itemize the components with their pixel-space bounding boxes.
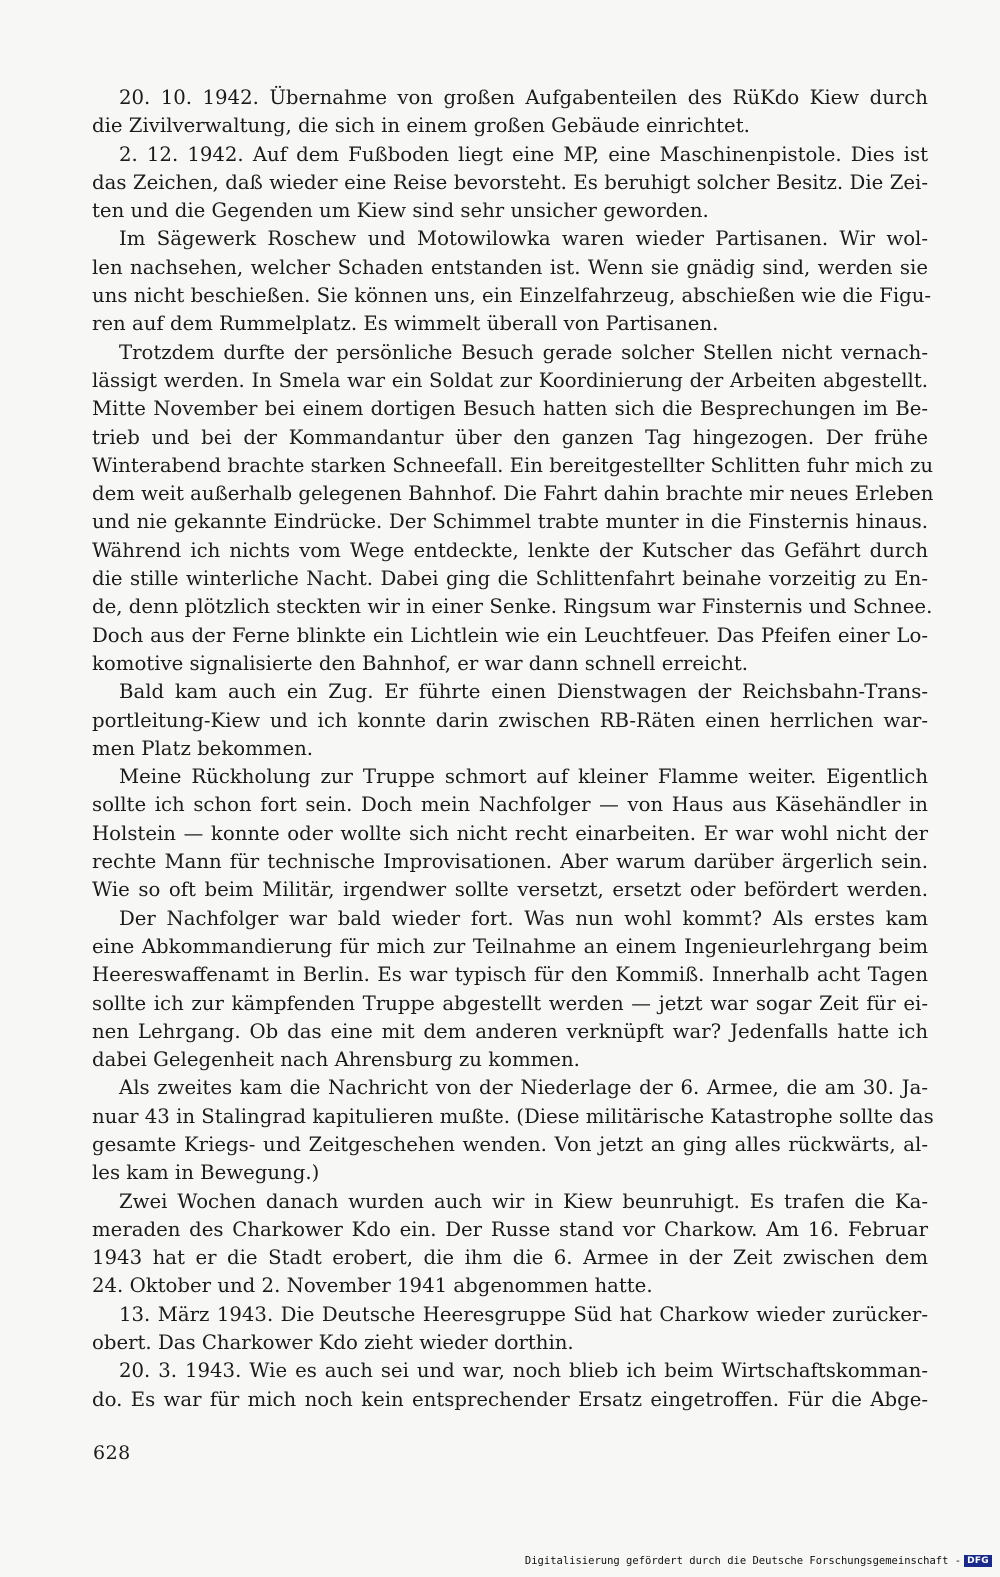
text-line: Im Sägewerk Roschew und Motowilowka waren wieder Partisanen. Wir wol- — [119, 227, 928, 251]
text-line: Mitte November bei einem dortigen Besuch hatten sich die Besprechungen im Be- — [92, 397, 928, 421]
text-line: Heereswaffenamt in Berlin. Es war typisch für den Kommiß. Innerhalb acht Tagen — [92, 963, 928, 987]
text-line: Der Nachfolger war bald wieder fort. Was nun wohl kommt? Als erstes kam — [119, 906, 928, 930]
text-line: meraden des Charkower Kdo ein. Der Russe stand vor Charkow. Am 16. Februar — [92, 1217, 928, 1241]
text-line: komotive signalisierte den Bahnhof, er war dann schnell erreicht. — [92, 651, 749, 675]
paragraph — [92, 763, 928, 904]
paragraph — [92, 1074, 934, 1187]
text-line: Winterabend brachte starken Schneefall. Ein bereitgestellter Schlitten fuhr mich zu — [92, 453, 934, 477]
text-line: sollte ich zur kämpfenden Truppe abgestellt werden — jetzt war sogar Zeit für ei- — [92, 991, 928, 1015]
text-line: Zwei Wochen danach wurden auch wir in Kiew beunruhigt. Es trafen die Ka- — [119, 1189, 928, 1213]
digitization-footer — [525, 1555, 992, 1567]
text-line: Wie so oft beim Militär, irgendwer sollte versetzt, ersetzt oder befördert werden. — [92, 878, 928, 902]
text-line: nuar 43 in Stalingrad kapitulieren mußte. (Diese militärische Katastrophe sollte das — [92, 1104, 934, 1128]
text-line: Während ich nichts vom Wege entdeckte, lenkte der Kutscher das Gefährt durch — [92, 538, 928, 562]
text-line: de, denn plötzlich steckten wir in einer Senke. Ringsum war Finsternis und Schnee. — [92, 595, 933, 619]
text-line: dabei Gelegenheit nach Ahrensburg zu kommen. — [92, 1048, 580, 1072]
text-line: 1943 hat er die Stadt erobert, die ihm die 6. Armee in der Zeit zwischen dem — [92, 1246, 928, 1270]
text-line: lässigt werden. In Smela war ein Soldat zur Koordinierung der Arbeiten abgestellt. — [92, 368, 928, 392]
text-line: len nachsehen, welcher Schaden entstanden ist. Wenn sie gnädig sind, werden sie — [92, 255, 928, 279]
paragraph — [92, 141, 928, 226]
text-line: portleitung-Kiew und ich konnte darin zwischen RB-Räten einen herrlichen war- — [92, 708, 928, 732]
text-line: men Platz bekommen. — [92, 736, 314, 760]
text-line: Bald kam auch ein Zug. Er führte einen Dienstwagen der Reichsbahn-Trans- — [119, 680, 928, 704]
text-line: Holstein — konnte oder wollte sich nicht recht einarbeiten. Er war wohl nicht der — [92, 821, 928, 845]
text-line: und nie gekannte Eindrücke. Der Schimmel trabte munter in die Finsternis hinaus. — [92, 510, 928, 534]
text-line: eine Abkommandierung für mich zur Teilnahme an einem Ingenieurlehrgang beim — [92, 934, 928, 958]
footer-text: Digitalisierung gefördert durch die Deutsche Forschungsgemeinschaft - — [524, 1555, 962, 1567]
paragraph — [92, 1301, 928, 1358]
text-line: Als zweites kam die Nachricht von der Niederlage der 6. Armee, die am 30. Ja- — [119, 1076, 928, 1100]
paragraph — [92, 84, 928, 141]
text-line: 24. Oktober und 2. November 1941 abgenommen hatte. — [92, 1274, 653, 1298]
text-line: 2. 12. 1942. Auf dem Fußboden liegt eine MP, eine Maschinenpistole. Dies ist — [119, 142, 928, 166]
text-line: gesamte Kriegs- und Zeitgeschehen wenden. Von jetzt an ging alles rückwärts, al- — [92, 1132, 928, 1156]
text-line: dem weit außerhalb gelegenen Bahnhof. Die Fahrt dahin brachte mir neues Erleben — [92, 482, 934, 506]
paragraph — [92, 678, 928, 763]
text-line: das Zeichen, daß wieder eine Reise bevorsteht. Es beruhigt solcher Besitz. Die Zei- — [92, 170, 928, 194]
text-line: nen Lehrgang. Ob das eine mit dem anderen verknüpft war? Jedenfalls hatte ich — [92, 1019, 928, 1043]
text-line: trieb und bei der Kommandantur über den ganzen Tag hingezogen. Der frühe — [92, 425, 928, 449]
paragraph — [92, 1357, 928, 1414]
paragraph — [92, 1188, 928, 1301]
text-line: die Zivilverwaltung, die sich in einem großen Gebäude einrichtet. — [92, 114, 750, 138]
page-body — [92, 84, 934, 1414]
text-line: rechte Mann für technische Improvisationen. Aber warum darüber ärgerlich sein. — [92, 850, 928, 874]
text-line: 20. 10. 1942. Übernahme von großen Aufgabenteilen des RüKdo Kiew durch — [119, 86, 928, 109]
text-line: Doch aus der Ferne blinkte ein Lichtlein wie ein Leuchtfeuer. Das Pfeifen einer Lo- — [92, 623, 928, 647]
text-line: ten und die Gegenden um Kiew sind sehr unsicher geworden. — [92, 199, 709, 223]
text-line: Trotzdem durfte der persönliche Besuch gerade solcher Stellen nicht vernach- — [119, 340, 928, 364]
paragraph — [92, 225, 932, 338]
text-line: obert. Das Charkower Kdo zieht wieder dorthin. — [92, 1331, 574, 1355]
text-line: do. Es war für mich noch kein entsprechender Ersatz eingetroffen. Für die Abge- — [92, 1387, 928, 1411]
text-line: Meine Rückholung zur Truppe schmort auf kleiner Flamme weiter. Eigentlich — [119, 765, 928, 789]
paragraph — [92, 905, 928, 1075]
text-line: uns nicht beschießen. Sie können uns, ein Einzelfahrzeug, abschießen wie die Figu- — [92, 284, 932, 308]
text-line: ren auf dem Rummelplatz. Es wimmelt überall von Partisanen. — [92, 312, 719, 336]
text-line: 13. März 1943. Die Deutsche Heeresgruppe Süd hat Charkow wieder zurücker- — [119, 1302, 928, 1326]
page-number: 628 — [93, 1442, 131, 1464]
dfg-logo: DFG — [964, 1555, 992, 1567]
text-line: sollte ich schon fort sein. Doch mein Nachfolger — von Haus aus Käsehändler in — [92, 793, 928, 817]
text-line: die stille winterliche Nacht. Dabei ging die Schlittenfahrt beinahe vorzeitig zu En- — [92, 567, 928, 591]
text-line: 20. 3. 1943. Wie es auch sei und war, noch blieb ich beim Wirtschaftskomman- — [119, 1359, 928, 1383]
paragraph — [92, 339, 934, 679]
text-line: les kam in Bewegung.) — [92, 1161, 320, 1185]
